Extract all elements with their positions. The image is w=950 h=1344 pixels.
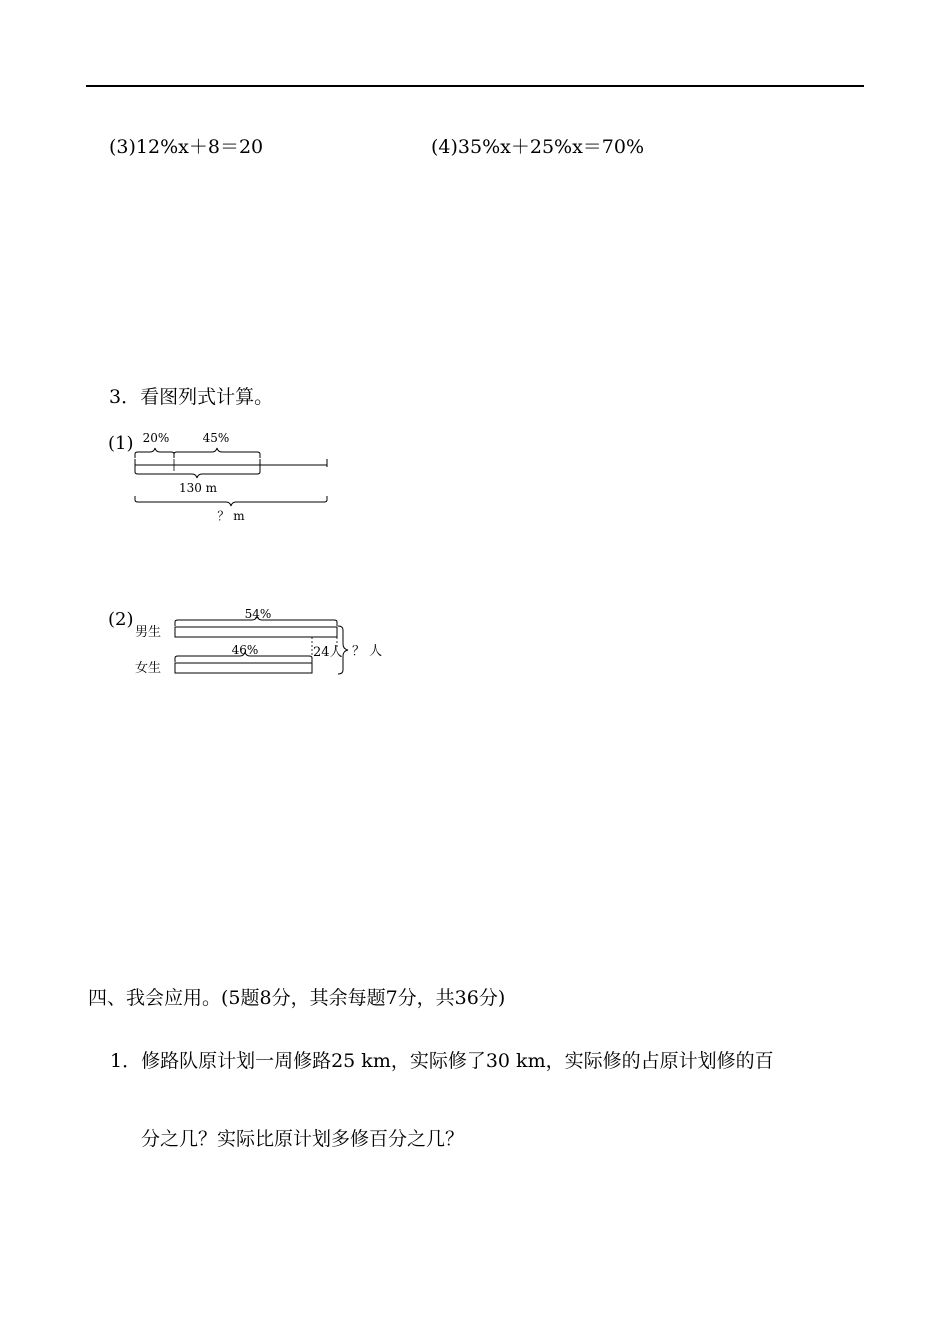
figure-1-diagram <box>130 428 340 528</box>
question-1-line-1: 1．修路队原计划一周修路25 km，实际修了30 km，实际修的占原计划修的百 <box>110 1050 774 1072</box>
brace-45-percent <box>174 448 260 458</box>
brace-total <box>135 496 327 506</box>
pct-20-text: 20% <box>142 431 170 445</box>
boys-pct-text: 54% <box>244 607 272 621</box>
unknown-length-text: ？ m <box>217 509 245 523</box>
boys-bar <box>175 627 337 637</box>
brace-130m <box>135 468 260 478</box>
figure-2-diagram <box>130 600 390 680</box>
diff-text: 24人 <box>313 645 343 660</box>
question-1-line-2: 分之几？实际比原计划多修百分之几？ <box>141 1128 465 1150</box>
figure-2-label: (2) <box>108 609 134 630</box>
girls-pct-text: 46% <box>231 643 259 657</box>
pct-45-text: 45% <box>202 431 230 445</box>
total-text: ？ 人 <box>352 644 383 659</box>
boys-label: 男生 <box>135 625 162 640</box>
figure-1-label: (1) <box>108 433 134 454</box>
equation-4: (4)35%x＋25%x＝70% <box>431 136 645 158</box>
girls-bar <box>175 663 312 673</box>
known-length-text: 130 m <box>178 481 218 495</box>
equation-3: (3)12%x＋8＝20 <box>109 136 264 158</box>
girls-label: 女生 <box>135 661 162 676</box>
brace-20-percent <box>135 448 174 458</box>
question-3-title: 3．看图列式计算。 <box>109 386 274 408</box>
top-rule <box>86 85 864 87</box>
section-4-heading: 四、我会应用。(5题8分，其余每题7分，共36分) <box>88 987 506 1009</box>
